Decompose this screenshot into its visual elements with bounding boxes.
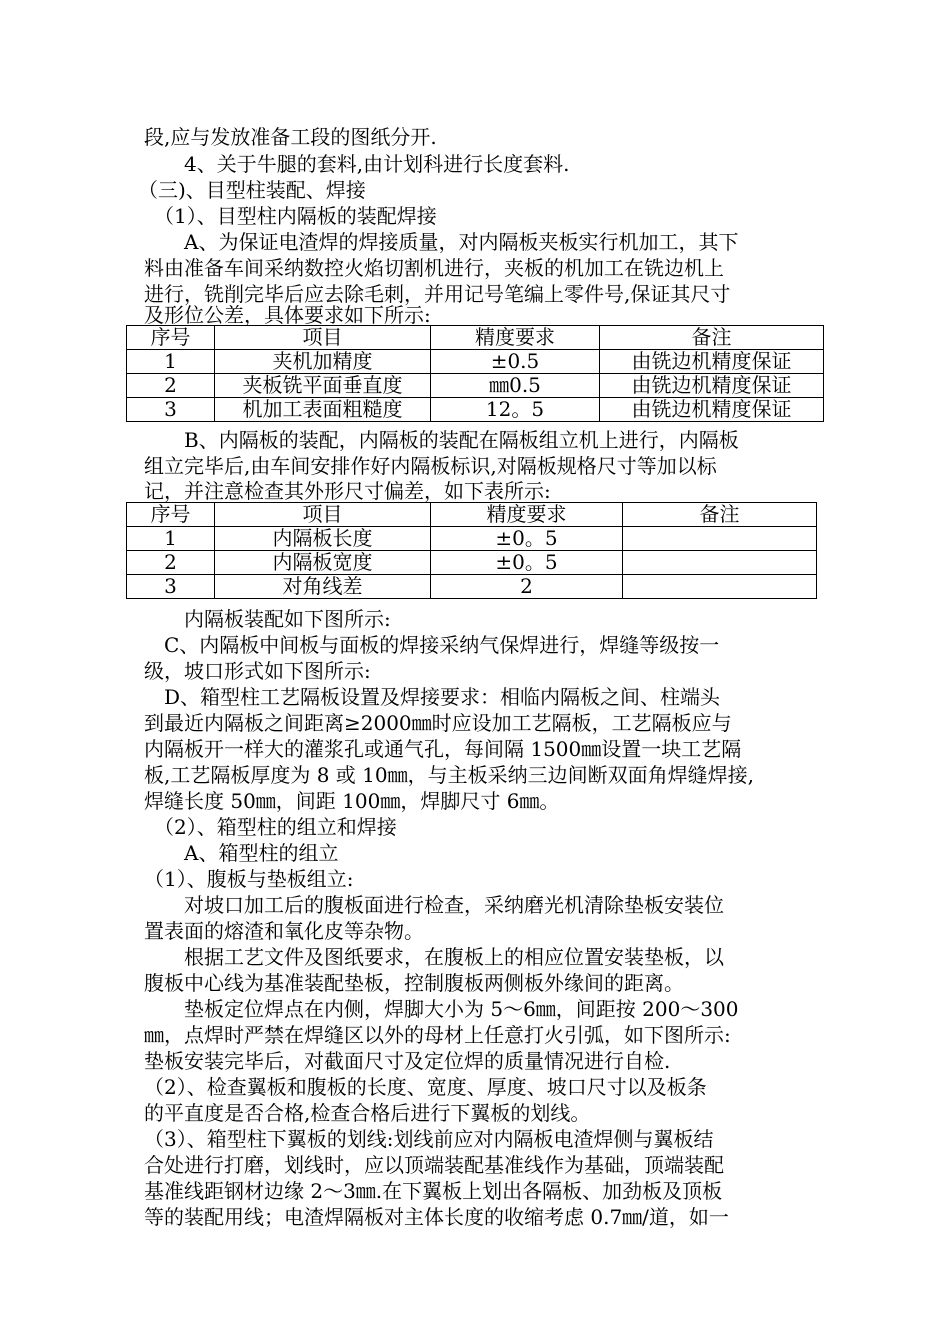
table-cell: 由铣边机精度保证 <box>600 350 824 374</box>
text-line: 合处进行打磨，划线时，应以顶端装配基准线作为基础，顶端装配 <box>144 1153 724 1177</box>
table-cell: 1 <box>127 527 215 551</box>
table-cell: 由铣边机精度保证 <box>600 374 824 398</box>
text-line: 垫板安装完毕后，对截面尺寸及定位焊的质量情况进行自检. <box>144 1049 671 1073</box>
text-line: B、内隔板的装配，内隔板的装配在隔板组立机上进行，内隔板 <box>144 428 739 452</box>
table-cell <box>623 527 817 551</box>
text-line: 等的装配用线；电渣焊隔板对主体长度的收缩考虑 0.7㎜/道，如一 <box>144 1205 729 1229</box>
text-line: （1）、腹板与垫板组立: <box>144 867 354 891</box>
text-line: 基准线距钢材边缘 2～3㎜.在下翼板上划出各隔板、加劲板及顶板 <box>144 1179 723 1203</box>
table-cell: ±0。5 <box>431 551 623 575</box>
text-line: A、为保证电渣焊的焊接质量，对内隔板夹板实行机加工，其下 <box>144 230 739 254</box>
text-line: 进行，铣削完毕后应去除毛刺，并用记号笔编上零件号,保证其尺寸 <box>144 282 731 306</box>
text-line: 记，并注意检查其外形尺寸偏差，如下表所示: <box>144 479 551 503</box>
text-line: 腹板中心线为基准装配垫板，控制腹板两侧板外缘间的距离。 <box>144 971 684 995</box>
text-line: 组立完毕后,由车间安排作好内隔板标识,对隔板规格尺寸等加以标 <box>144 454 717 478</box>
text-line: （2）、检查翼板和腹板的长度、宽度、厚度、坡口尺寸以及板条 <box>144 1075 707 1099</box>
section-heading: （三)、目型柱装配、焊接 <box>138 178 366 202</box>
table-row <box>127 551 817 575</box>
table-cell: 3 <box>127 398 215 422</box>
table-cell: 3 <box>127 575 215 599</box>
table-header-cell: 序号 <box>127 503 215 527</box>
table-cell: 夹板铣平面垂直度 <box>215 374 431 398</box>
table-cell: 1 <box>127 350 215 374</box>
table-cell: ㎜0.5 <box>431 374 600 398</box>
text-line: 到最近内隔板之间距离≥2000㎜时应设加工艺隔板，工艺隔板应与 <box>144 711 732 735</box>
text-line: 料由准备车间采纳数控火焰切割机进行，夹板的机加工在铣边机上 <box>144 256 724 280</box>
table-row <box>127 350 824 374</box>
text-line: 板,工艺隔板厚度为 8 或 10㎜，与主板采纳三边间断双面角焊缝焊接, <box>144 763 754 787</box>
table-header-row <box>127 503 817 527</box>
table-header-cell: 备注 <box>623 503 817 527</box>
table-header-cell: 项目 <box>215 326 431 350</box>
table-cell: ±0。5 <box>431 527 623 551</box>
table-header-cell: 项目 <box>215 503 431 527</box>
table-cell: 2 <box>127 551 215 575</box>
text-line: 的平直度是否合格,检查合格后进行下翼板的划线。 <box>144 1101 591 1125</box>
table-row <box>127 527 817 551</box>
text-line: 垫板定位焊点在内侧，焊脚大小为 5～6㎜，间距按 200～300 <box>144 997 739 1021</box>
text-line: C、内隔板中间板与面板的焊接采纳气保焊进行，焊缝等级按一 <box>144 633 720 657</box>
subsection-heading: （1）、目型柱内隔板的装配焊接 <box>144 204 437 228</box>
text-line: 及形位公差，具体要求如下所示: <box>144 303 431 327</box>
text-line: 内隔板装配如下图所示: <box>144 607 391 631</box>
table-cell: 机加工表面粗糙度 <box>215 398 431 422</box>
table-cell <box>623 551 817 575</box>
text-line: D、箱型柱工艺隔板设置及焊接要求：相临内隔板之间、柱端头 <box>144 685 721 709</box>
table-cell: 内隔板宽度 <box>215 551 431 575</box>
subsection-heading: （2）、箱型柱的组立和焊接 <box>144 815 397 839</box>
text-line: 焊缝长度 50㎜，间距 100㎜，焊脚尺寸 6㎜。 <box>144 789 560 813</box>
text-line: （3）、箱型柱下翼板的划线:划线前应对内隔板电渣焊侧与翼板结 <box>144 1127 714 1151</box>
text-line: 对坡口加工后的腹板面进行检查，采纳磨光机清除垫板安装位 <box>144 893 724 917</box>
table-cell: 由铣边机精度保证 <box>600 398 824 422</box>
table-header-cell: 精度要求 <box>431 503 623 527</box>
table-cell: 12。5 <box>431 398 600 422</box>
text-line: 内隔板开一样大的灌浆孔或通气孔，每间隔 1500㎜设置一块工艺隔 <box>144 737 742 761</box>
inner-diaphragm-tolerance-table <box>126 502 817 599</box>
table-cell <box>623 575 817 599</box>
text-line: 根据工艺文件及图纸要求，在腹板上的相应位置安装垫板，以 <box>144 945 724 969</box>
text-line: 级，坡口形式如下图所示: <box>144 659 371 683</box>
table-header-cell: 序号 <box>127 326 215 350</box>
table-cell: 2 <box>431 575 623 599</box>
text-line: 4、关于牛腿的套料,由计划科进行长度套料. <box>144 152 570 176</box>
text-line: 置表面的熔渣和氧化皮等杂物。 <box>144 919 424 943</box>
table-cell: 内隔板长度 <box>215 527 431 551</box>
table-header-cell: 备注 <box>600 326 824 350</box>
table-cell: 夹机加精度 <box>215 350 431 374</box>
text-line: ㎜，点焊时严禁在焊缝区以外的母材上任意打火引弧，如下图所示: <box>144 1023 731 1047</box>
table-row <box>127 398 824 422</box>
table-cell: 对角线差 <box>215 575 431 599</box>
table-row <box>127 575 817 599</box>
machining-precision-table <box>126 325 824 422</box>
table-row <box>127 374 824 398</box>
table-cell: ±0.5 <box>431 350 600 374</box>
table-header-row <box>127 326 824 350</box>
text-line: 段,应与发放准备工段的图纸分开. <box>144 125 437 149</box>
table-cell: 2 <box>127 374 215 398</box>
text-line: A、箱型柱的组立 <box>144 841 339 865</box>
table-header-cell: 精度要求 <box>431 326 600 350</box>
